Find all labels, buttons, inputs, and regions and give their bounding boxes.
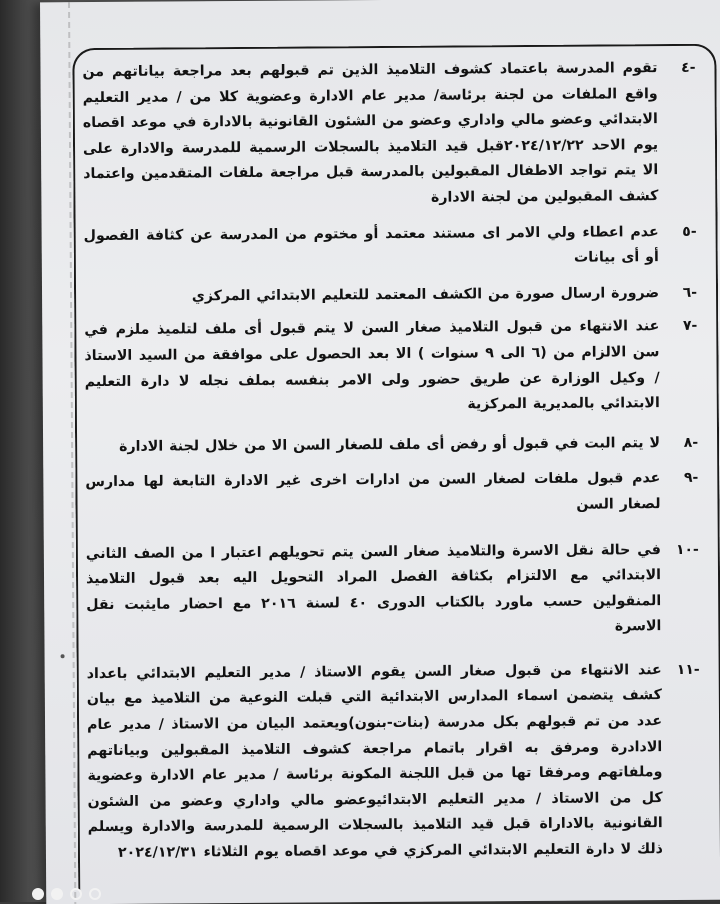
- clause-number: -١٠: [675, 541, 699, 558]
- clause-9: [85, 466, 700, 521]
- clause-5: [84, 219, 699, 274]
- clause-8: [85, 431, 700, 461]
- document-body: [82, 56, 703, 867]
- clause-number: -٦: [682, 284, 698, 301]
- clause-number: -٥: [682, 223, 697, 240]
- clause-6: [84, 281, 699, 311]
- clause-11: [87, 658, 703, 867]
- pager-dot-4[interactable]: [89, 888, 101, 900]
- clause-text: عند الانتهاء من قبول التلاميذ صغار السن لا يتم قبول أى ملف لتلميذ ملزم في سن الالزام من (٦ الى ٩ سنوات ) الا بعد الحصول على موافقة من السيد الاستاذ / وكيل الوزارة عن طريق حضور ولى الامر بنفسه بملف نجله لا دارة التعليم الابتدائي بالمديرية المركزية: [84, 318, 660, 413]
- document-page: [40, 0, 720, 904]
- margin-dot: [61, 654, 65, 658]
- clause-number: -٤: [681, 59, 696, 76]
- clause-text: عدم اعطاء ولي الامر اى مستند معتمد أو مختوم من المدرسة عن كثافة الفصول أو أى بيانات: [83, 223, 659, 266]
- clause-number: -٨: [683, 434, 699, 451]
- clause-4: [82, 56, 698, 214]
- clause-text: تقوم المدرسة باعتماد كشوف التلاميذ الذين تم قبولهم بعد مراجعة بياناتهم من واقع الملفات من لجنة برئاسة/ مدير عام الادارة وعضوية كلا من / مدير التعليم الابتدائي وعضو مالي واداري وعضو من الشئون القانونية بالادارة في موعد اقصاه يوم الاحد ٢٠٢٤/١٢/٢٢قبل قيد التلاميذ بالسجلات الرسمية للمدرسة والادارة على الا يتم تواجد الاطفال المقبولين بالمدرسة قبل مراجعة ملفات المتقدمين واعتماد كشف المقبولين من لجنة الادارة: [82, 60, 659, 206]
- clause-7: [84, 314, 700, 421]
- clause-number: -٧: [682, 318, 698, 335]
- clause-number: -١١: [676, 661, 700, 678]
- clause-text: عدم قبول ملفات لصغار السن من ادارات اخرى غير الادارة التابعة لها مدارس لصغار السن: [85, 470, 661, 513]
- clause-number: -٩: [683, 470, 699, 487]
- pager-dot-1[interactable]: [32, 888, 44, 900]
- clause-10: [86, 537, 702, 644]
- clause-text: عند الانتهاء من قبول صغار السن يقوم الاستاذ / مدير التعليم الابتدائي باعداد كشف يتضمن اسماء المدارس الابتدائية التي قبلت النوعية من التلاميذ مع بيان عدد من تم قبولهم بكل مدرسة (بنات-بنون)ويعتمد البيان من الاستاذ / مدير عام الادادرة ومرفق به اقرار باتمام مراجعة كشوف التلاميذ المقبولين وبياناتهم وملفاتهم ومرفقا تها من قبل اللجنة المكونة برئاسة / مدير عام الادارة وعضوية كل من الاستاذ / مدير التعليم الابتدائيوعضو مالي واداري وعضو من الشئون القانونية بالاداراة قبل قيد التلاميذ بالسجلات الرسمية للمدرسة والادارة ويسلم ذلك لا دارة التعليم الابتدائي المركزي في موعد اقصاه يوم الثلاثاء ٢٠٢٤/١٢/٣١: [86, 661, 663, 861]
- carousel-pager[interactable]: [32, 888, 101, 900]
- clause-text: ضرورة ارسال صورة من الكشف المعتمد للتعليم الابتدائي المركزي: [191, 284, 660, 305]
- clause-text: في حالة نقل الاسرة والتلاميذ صغار السن يتم تحويلهم اعتبار ا من الصف الثاني الابتدائي مع الالتزام بكثافة الفصل المراد التحويل اليه بعد قبول التلاميذ المنقولين حسب ماورد بالكتاب الدورى ٤٠ لسنة ٢٠١٦ مع احضار مايثبت نقل الاسرة: [85, 541, 662, 635]
- pager-dot-3[interactable]: [70, 888, 82, 900]
- pager-dot-2[interactable]: [51, 888, 63, 900]
- clause-text: لا يتم البت في قبول أو رفض أى ملف للصغار السن الا من خلال لجنة الادارة: [119, 434, 661, 455]
